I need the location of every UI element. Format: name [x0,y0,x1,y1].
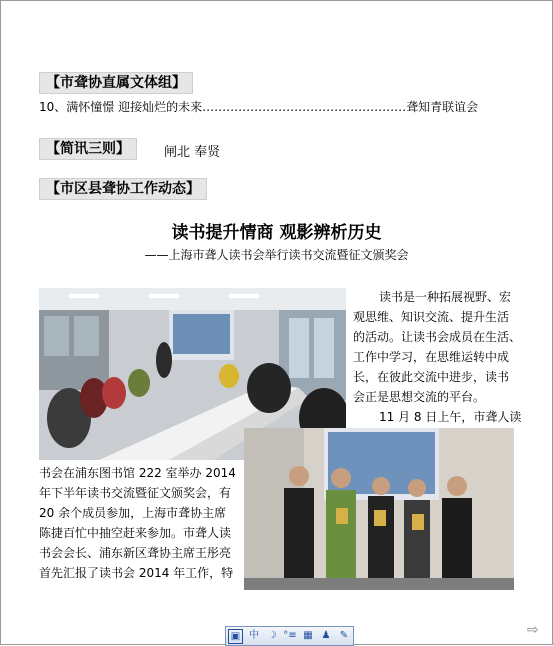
ime-toolbar[interactable] [225,626,354,646]
next-page-arrow-icon[interactable]: ⇨ [527,622,539,638]
ime-user-icon[interactable]: ♟ [321,630,331,641]
para-line: 读书是一种拓展视野、宏 [379,290,512,304]
para-line: 11 月 8 日上午，市聋人读 [379,410,522,424]
para-line: 20 余个成员参加，上海市聋协主席 [39,506,227,520]
ime-logo-icon[interactable]: ▣ [228,629,243,644]
ime-settings-icon[interactable]: ✎ [339,630,349,641]
ime-halfwidth-icon[interactable]: ☽ [267,630,277,641]
ime-keyboard-icon[interactable]: ▦ [303,630,313,641]
ime-punctuation-icon[interactable]: °≡ [283,630,297,641]
para-line: 书会会长、浦东新区聋协主席王彤亮 [39,546,232,560]
para-line: 年下半年读书交流暨征文颁奖会，有 [39,486,232,500]
toc-entry: 10、满怀憧憬 迎接灿烂的未来……………………………………………聋知青联谊会 [39,100,479,114]
article-bottom-column [39,463,236,583]
award-ceremony-photo [244,428,514,590]
briefs-note: 闸北 奉贤 [164,145,221,160]
section-heading-briefs: 【简讯三则】 [39,138,137,160]
para-line: 观思维、知识交流、提升生活 [353,310,510,324]
para-line: 会正是思想交流的平台。 [353,390,486,404]
para-line: 工作中学习，在思维运转中成 [353,350,510,364]
article-subtitle: ——上海市聋人读书会举行读书交流暨征文颁奖会 [144,248,409,262]
article-right-column [353,287,521,427]
para-line: 陈捷百忙中抽空赶来参加。市聋人读 [39,526,232,540]
article-title: 读书提升情商 观影辨析历史 [171,223,382,243]
para-line: 的活动。让读书会成员在生活、 [353,330,522,344]
section-heading-direct-groups: 【市聋协直属文体组】 [39,72,193,94]
para-line: 长，在彼此交流中进步，读书 [353,370,510,384]
section-heading-district-news: 【市区县聋协工作动态】 [39,178,207,200]
para-line: 首先汇报了读书会 2014 年工作，特 [39,566,234,580]
para-line: 书会在浦东图书馆 222 室举办 2014 [39,466,236,480]
ime-chinese-mode-button[interactable]: 中 [249,630,259,641]
